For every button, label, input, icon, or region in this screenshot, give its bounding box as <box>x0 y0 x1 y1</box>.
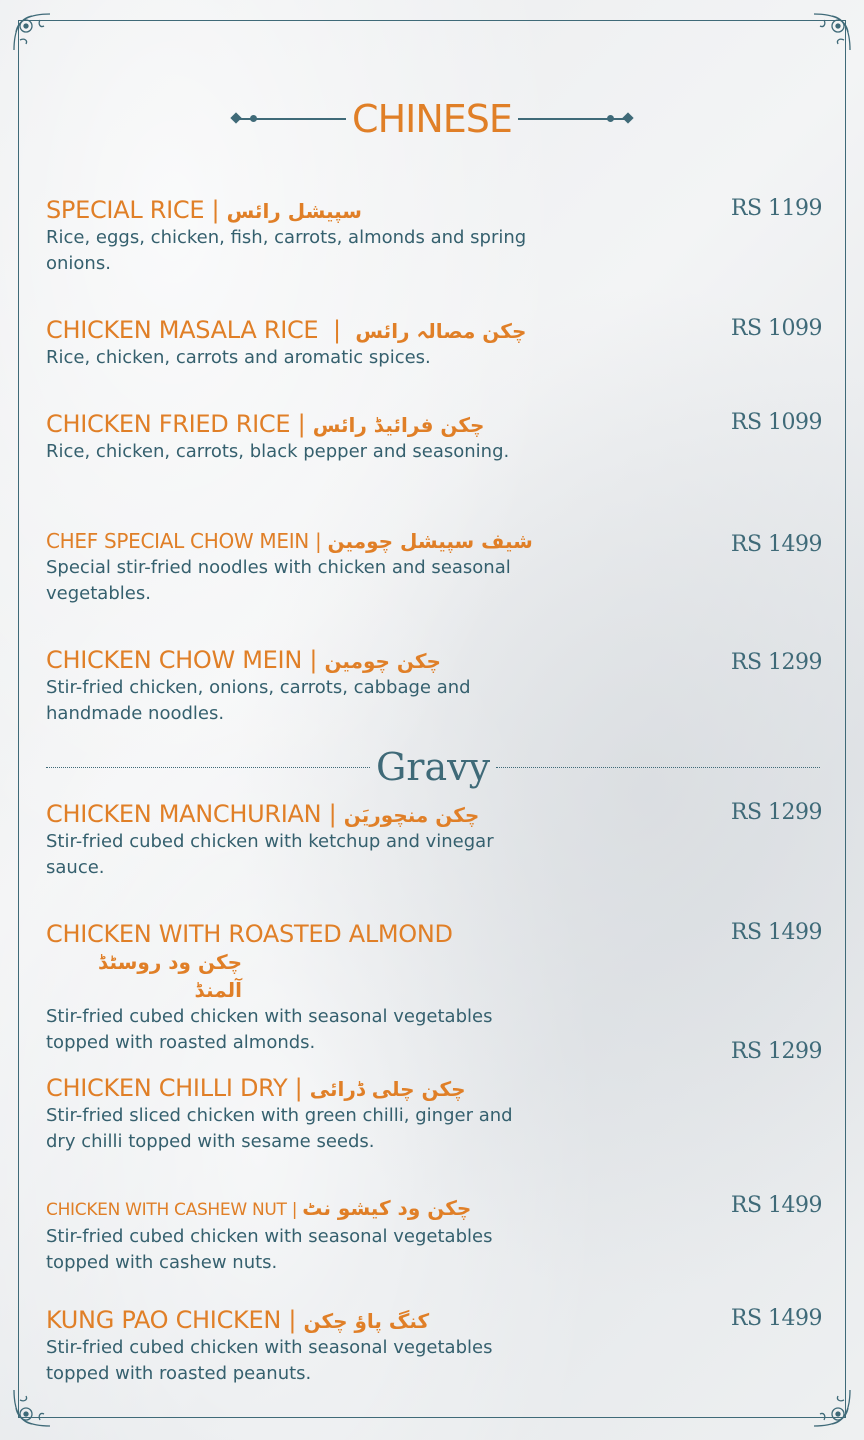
item-urdu-name: کنگ پاؤ چکن <box>303 1309 430 1333</box>
menu-item <box>46 316 836 371</box>
item-name: CHEF SPECIAL CHOW MEIN <box>46 529 309 553</box>
item-separator: | <box>287 1074 310 1102</box>
item-price: RS 1299 <box>730 800 822 825</box>
item-description: Special stir-fried noodles with chicken and seasonal vegetables. <box>46 557 511 604</box>
item-description: Stir-fried cubed chicken with seasonal vegetables topped with cashew nuts. <box>46 1226 493 1273</box>
item-description: Rice, chicken, carrots and aromatic spices. <box>46 347 431 368</box>
corner-ornament-icon <box>10 10 54 54</box>
item-urdu-name: سپیشل رائس <box>226 199 362 223</box>
item-name: CHICKEN CHOW MEIN <box>46 646 302 674</box>
item-urdu-name: چکن چلی ڈرائی <box>309 1077 466 1101</box>
item-name-line <box>46 1074 836 1103</box>
item-name-line <box>46 800 836 829</box>
subsection-title: Gravy <box>375 745 491 789</box>
item-name: KUNG PAO CHICKEN <box>46 1306 281 1334</box>
item-separator: | <box>321 800 344 828</box>
item-price: RS 1099 <box>730 410 822 435</box>
dotted-rule-right <box>496 767 820 768</box>
menu-item <box>46 1074 836 1155</box>
item-name: CHICKEN MASALA RICE <box>46 316 319 344</box>
item-separator: | <box>286 1200 303 1220</box>
item-name: CHICKEN WITH CASHEW NUT <box>46 1200 287 1220</box>
item-name-line <box>46 646 836 675</box>
menu-item <box>46 646 836 727</box>
item-urdu-name: چکن فرائیڈ رائس <box>312 413 485 437</box>
item-price: RS 1299 <box>730 650 822 675</box>
section-title: CHINESE <box>352 97 512 141</box>
item-price: RS 1499 <box>730 920 822 945</box>
item-urdu-name: چکن مصالہ رائس <box>355 319 527 343</box>
item-price: RS 1499 <box>730 532 822 557</box>
item-description: Rice, chicken, carrots, black pepper and seasoning. <box>46 441 510 462</box>
item-urdu-name: شیف سپیشل چومین <box>327 529 533 553</box>
item-separator: | <box>290 410 313 438</box>
dotted-rule-left <box>46 767 370 768</box>
item-price: RS 1299 <box>730 1039 822 1064</box>
menu-item <box>46 920 836 1056</box>
corner-ornament-icon <box>810 1386 854 1430</box>
menu-item <box>46 1306 836 1387</box>
item-name-line <box>46 1306 836 1335</box>
item-price: RS 1499 <box>730 1193 822 1218</box>
menu-item <box>46 800 836 881</box>
item-description: Stir-fried cubed chicken with seasonal vegetables topped with roasted peanuts. <box>46 1337 493 1384</box>
item-name: CHICKEN FRIED RICE <box>46 410 291 438</box>
item-description: Rice, eggs, chicken, fish, carrots, almonds and spring onions. <box>46 227 527 274</box>
item-price: RS 1199 <box>730 196 822 221</box>
item-name: CHICKEN CHILLI DRY <box>46 1074 288 1102</box>
item-urdu-name: چکن ود کیشو نٹ <box>302 1196 472 1220</box>
section-header <box>0 92 864 146</box>
corner-ornament-icon <box>810 10 854 54</box>
item-description: Stir-fried sliced chicken with green chilli, ginger and dry chilli topped with sesame seeds. <box>46 1105 513 1152</box>
item-separator: | <box>308 529 328 553</box>
item-urdu-name: چکن چومین <box>324 649 441 673</box>
menu-item <box>46 527 836 607</box>
item-name: CHICKEN MANCHURIAN <box>46 800 322 828</box>
corner-ornament-icon <box>10 1386 54 1430</box>
item-urdu-name: چکن منچوریَن <box>343 803 480 827</box>
item-separator: | <box>318 316 356 344</box>
title-rule-right <box>518 118 628 120</box>
item-separator: | <box>301 646 325 674</box>
item-name-line <box>46 1194 836 1224</box>
item-separator: | <box>281 1306 304 1334</box>
menu-item <box>46 410 836 465</box>
item-urdu-name: چکن ود روسٹڈ آلمنڈ <box>98 950 242 1002</box>
item-price: RS 1499 <box>730 1306 822 1331</box>
item-description: Stir-fried cubed chicken with seasonal vegetables topped with roasted almonds. <box>46 1006 493 1053</box>
item-separator: | <box>204 196 227 224</box>
item-name: SPECIAL RICE <box>46 196 205 224</box>
menu-item <box>46 196 836 277</box>
item-name-line <box>46 316 836 345</box>
item-description: Stir-fried chicken, onions, carrots, cabbage and handmade noodles. <box>46 677 471 724</box>
title-rule-left <box>236 118 346 120</box>
item-name-line <box>46 527 836 555</box>
item-name-line <box>46 410 836 439</box>
gravy-header <box>46 742 820 792</box>
item-name: CHICKEN WITH ROASTED ALMOND <box>46 920 453 948</box>
menu-item <box>46 1194 836 1276</box>
item-price: RS 1099 <box>730 316 822 341</box>
item-name-line <box>46 196 836 225</box>
item-description: Stir-fried cubed chicken with ketchup and vinegar sauce. <box>46 831 494 878</box>
